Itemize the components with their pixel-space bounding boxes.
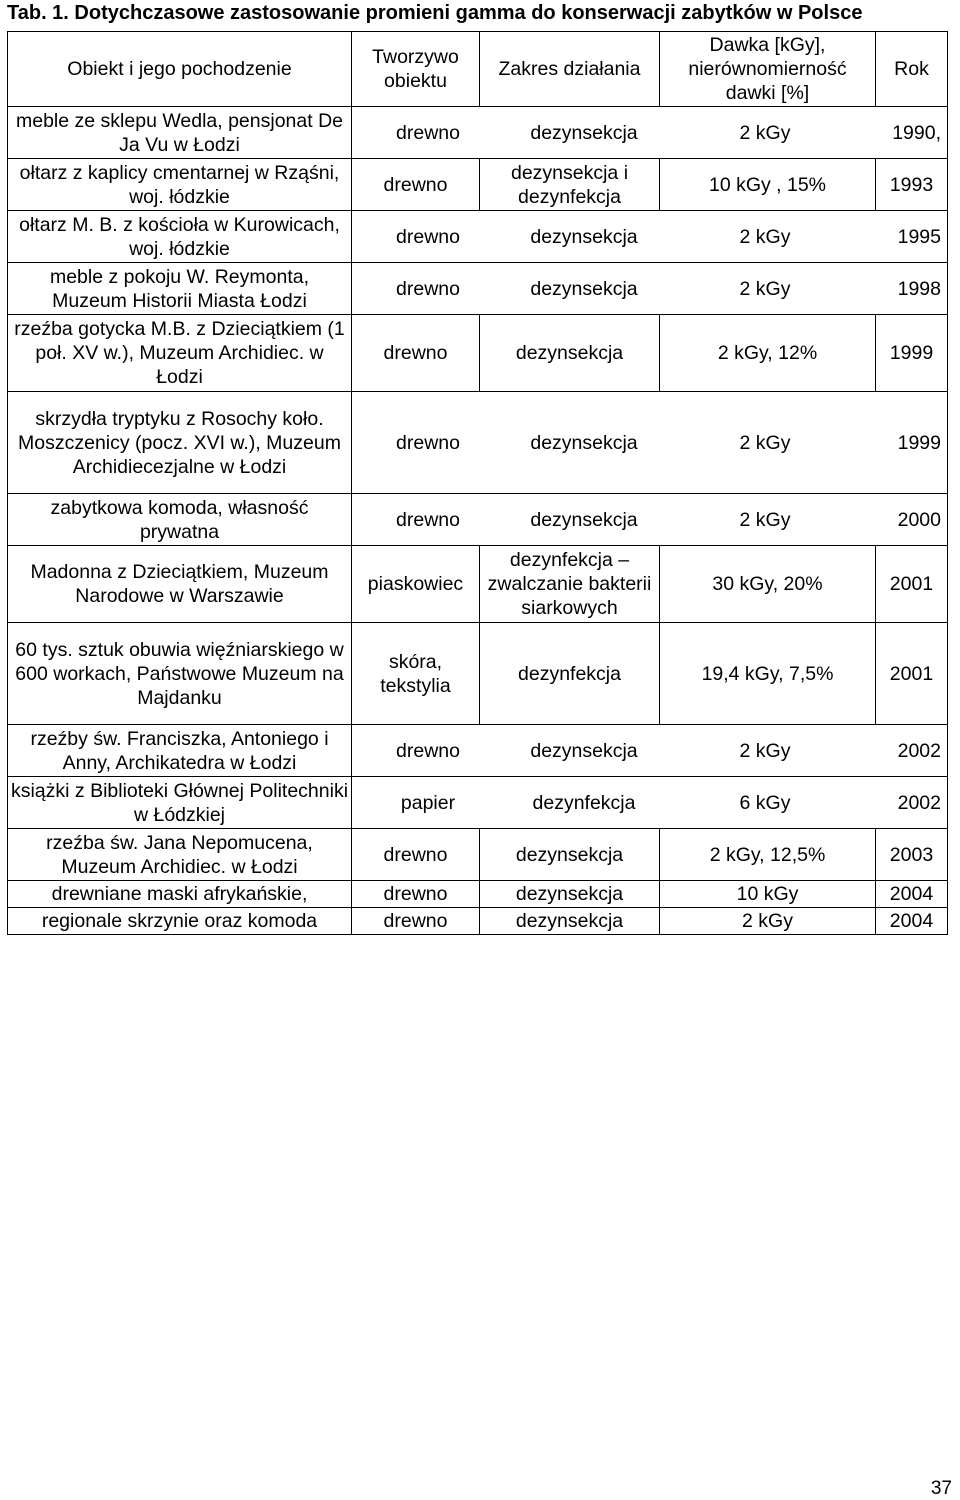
- cell-object: Madonna z Dzieciątkiem, Muzeum Narodowe w Warszawie: [8, 546, 352, 623]
- cell-details-merged: [352, 211, 948, 263]
- table-row: [8, 263, 948, 315]
- cell-scope: dezynsekcja: [480, 881, 660, 908]
- header-year: Rok: [876, 32, 948, 107]
- cell-year: 2001: [876, 623, 948, 725]
- cell-year: 2001: [876, 546, 948, 623]
- details-line: [354, 508, 945, 532]
- cell-material: drewno: [396, 277, 460, 300]
- cell-material: drewno: [396, 225, 460, 248]
- cell-object: rzeźba gotycka M.B. z Dzieciątkiem (1 poł. XV w.), Muzeum Archidiec. w Łodzi: [8, 315, 352, 392]
- cell-object: drewniane maski afrykańskie,: [8, 881, 352, 908]
- header-object: Obiekt i jego pochodzenie: [8, 32, 352, 107]
- cell-details-merged: [352, 392, 948, 494]
- details-line: [354, 225, 945, 249]
- cell-scope: dezynfekcja: [480, 623, 660, 725]
- cell-object: meble ze sklepu Wedla, pensjonat De Ja Vu w Łodzi: [8, 107, 352, 159]
- header-dose: Dawka [kGy], nierównomierność dawki [%]: [660, 32, 876, 107]
- cell-scope: dezynsekcja: [530, 431, 638, 454]
- cell-dose: 2 kGy: [739, 431, 791, 454]
- cell-dose: 2 kGy: [739, 277, 791, 300]
- table-row: [8, 908, 948, 935]
- cell-material: drewno: [396, 121, 460, 144]
- cell-scope: dezynsekcja: [480, 908, 660, 935]
- details-line: [354, 277, 945, 301]
- table-row: [8, 829, 948, 881]
- cell-material: drewno: [352, 881, 480, 908]
- cell-dose: 2 kGy, 12%: [660, 315, 876, 392]
- cell-scope: dezynsekcja: [480, 829, 660, 881]
- cell-year: 1993: [876, 159, 948, 211]
- cell-year: 2002: [897, 739, 941, 762]
- cell-dose: 10 kGy: [660, 881, 876, 908]
- cell-details-merged: [352, 494, 948, 546]
- table-caption: Tab. 1. Dotychczasowe zastosowanie promieni gamma do konserwacji zabytków w Polsce: [7, 2, 863, 24]
- cell-dose: 2 kGy: [739, 121, 791, 144]
- cell-material: drewno: [396, 431, 460, 454]
- cell-year: 2000: [897, 508, 941, 531]
- cell-dose: 2 kGy: [660, 908, 876, 935]
- cell-material: drewno: [352, 908, 480, 935]
- gamma-conservation-table: [7, 31, 948, 935]
- cell-scope: dezynfekcja – zwalczanie bakterii siarkowych: [480, 546, 660, 623]
- cell-object: zabytkowa komoda, własność prywatna: [8, 494, 352, 546]
- table-row: [8, 725, 948, 777]
- cell-object: 60 tys. sztuk obuwia więźniarskiego w 600 workach, Państwowe Muzeum na Majdanku: [8, 623, 352, 725]
- cell-dose: 2 kGy, 12,5%: [660, 829, 876, 881]
- cell-object: rzeźby św. Franciszka, Antoniego i Anny, Archikatedra w Łodzi: [8, 725, 352, 777]
- cell-year: 2002: [897, 791, 941, 814]
- details-line: [354, 791, 945, 815]
- cell-year: 2004: [876, 908, 948, 935]
- cell-year: 1998: [897, 277, 941, 300]
- header-material: Tworzywo obiektu: [352, 32, 480, 107]
- cell-material: drewno: [352, 315, 480, 392]
- details-line: [354, 739, 945, 763]
- cell-object: meble z pokoju W. Reymonta, Muzeum Historii Miasta Łodzi: [8, 263, 352, 315]
- table-row: [8, 623, 948, 725]
- page-number: 37: [930, 1478, 952, 1499]
- cell-object: ołtarz z kaplicy cmentarnej w Rząśni, woj. łódzkie: [8, 159, 352, 211]
- table-row: [8, 494, 948, 546]
- cell-material: skóra, tekstylia: [352, 623, 480, 725]
- header-row: [8, 32, 948, 107]
- cell-details-merged: [352, 107, 948, 159]
- cell-material: drewno: [352, 159, 480, 211]
- cell-scope: dezynsekcja i dezynfekcja: [480, 159, 660, 211]
- table-row: [8, 777, 948, 829]
- table-row: [8, 315, 948, 392]
- cell-dose: 2 kGy: [739, 225, 791, 248]
- cell-dose: 6 kGy: [739, 791, 791, 814]
- cell-scope: dezynsekcja: [530, 277, 638, 300]
- cell-object: ołtarz M. B. z kościoła w Kurowicach, woj. łódzkie: [8, 211, 352, 263]
- cell-material: piaskowiec: [352, 546, 480, 623]
- cell-dose: 10 kGy , 15%: [660, 159, 876, 211]
- cell-scope: dezynsekcja: [530, 739, 638, 762]
- cell-scope: dezynsekcja: [480, 315, 660, 392]
- cell-scope: dezynfekcja: [532, 791, 636, 814]
- cell-scope: dezynsekcja: [530, 121, 638, 144]
- cell-year: 2003: [876, 829, 948, 881]
- cell-scope: dezynsekcja: [530, 508, 638, 531]
- table-row: [8, 392, 948, 494]
- cell-material: drewno: [352, 829, 480, 881]
- cell-year: 1995: [897, 225, 941, 248]
- cell-year: 2004: [876, 881, 948, 908]
- cell-material: drewno: [396, 508, 460, 531]
- cell-details-merged: [352, 725, 948, 777]
- cell-dose: 30 kGy, 20%: [660, 546, 876, 623]
- cell-dose: 19,4 kGy, 7,5%: [660, 623, 876, 725]
- cell-dose: 2 kGy: [739, 739, 791, 762]
- table-row: [8, 546, 948, 623]
- table-row: [8, 881, 948, 908]
- cell-scope: dezynsekcja: [530, 225, 638, 248]
- cell-object: książki z Biblioteki Głównej Politechniki w Łódzkiej: [8, 777, 352, 829]
- cell-material: drewno: [396, 739, 460, 762]
- details-line: [354, 431, 945, 455]
- table-row: [8, 107, 948, 159]
- table-row: [8, 159, 948, 211]
- table-row: [8, 211, 948, 263]
- cell-year: 1990,: [892, 121, 941, 144]
- details-line: [354, 121, 945, 145]
- cell-details-merged: [352, 263, 948, 315]
- cell-year: 1999: [876, 315, 948, 392]
- cell-object: skrzydła tryptyku z Rosochy koło. Moszczenicy (pocz. XVI w.), Muzeum Archidiecezjalne w Łodzi: [8, 392, 352, 494]
- cell-object: rzeźba św. Jana Nepomucena, Muzeum Archidiec. w Łodzi: [8, 829, 352, 881]
- cell-details-merged: [352, 777, 948, 829]
- cell-dose: 2 kGy: [739, 508, 791, 531]
- cell-year: 1999: [897, 431, 941, 454]
- cell-object: regionale skrzynie oraz komoda: [8, 908, 352, 935]
- header-scope: Zakres działania: [480, 32, 660, 107]
- cell-material: papier: [400, 791, 456, 814]
